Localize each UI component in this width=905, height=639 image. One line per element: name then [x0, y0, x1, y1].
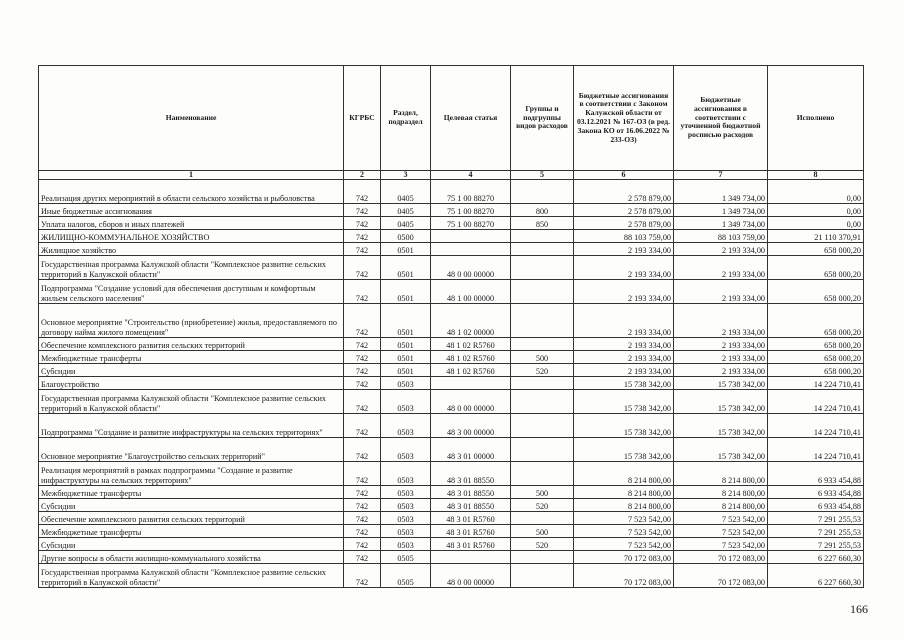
row-law-amount: 15 738 342,00 — [574, 390, 674, 414]
page-number: 166 — [850, 602, 868, 616]
row-section: 0503 — [381, 390, 431, 414]
table-row — [39, 256, 864, 280]
row-executed-amount: 658 000,20 — [768, 351, 864, 364]
row-law-amount: 15 738 342,00 — [574, 438, 674, 462]
row-law-amount: 8 214 800,00 — [574, 499, 674, 512]
table-row — [39, 217, 864, 230]
row-group — [511, 243, 574, 256]
row-section: 0500 — [381, 230, 431, 243]
header-refined-assignments: Бюджетные ассигнования в соответствии с уточненной бюджетной росписью расходов — [674, 66, 768, 171]
row-refined-amount: 2 193 334,00 — [674, 338, 768, 351]
row-kgrbs: 742 — [344, 390, 381, 414]
row-executed-amount: 658 000,20 — [768, 243, 864, 256]
row-refined-amount: 7 523 542,00 — [674, 538, 768, 551]
row-executed-amount: 658 000,20 — [768, 338, 864, 351]
table-row — [39, 414, 864, 438]
row-section: 0505 — [381, 564, 431, 588]
row-refined-amount: 8 214 800,00 — [674, 486, 768, 499]
row-name: Иные бюджетные ассигнования — [39, 204, 344, 217]
row-section: 0501 — [381, 338, 431, 351]
row-kgrbs: 742 — [344, 304, 381, 338]
row-group: 520 — [511, 499, 574, 512]
row-group — [511, 338, 574, 351]
row-name: Обеспечение комплексного развития сельских территорий — [39, 512, 344, 525]
row-section: 0501 — [381, 243, 431, 256]
row-name: Межбюджетные трансферты — [39, 351, 344, 364]
table-row — [39, 390, 864, 414]
row-group — [511, 564, 574, 588]
row-section: 0503 — [381, 512, 431, 525]
row-section: 0405 — [381, 180, 431, 204]
row-executed-amount: 7 291 255,53 — [768, 512, 864, 525]
table-row — [39, 338, 864, 351]
table-row — [39, 351, 864, 364]
table-row — [39, 180, 864, 204]
row-name: ЖИЛИЩНО-КОММУНАЛЬНОЕ ХОЗЯЙСТВО — [39, 230, 344, 243]
row-executed-amount: 6 227 660,30 — [768, 551, 864, 564]
row-kgrbs: 742 — [344, 564, 381, 588]
row-refined-amount: 2 193 334,00 — [674, 351, 768, 364]
row-group — [511, 377, 574, 390]
row-refined-amount: 15 738 342,00 — [674, 377, 768, 390]
header-target: Целевая статья — [431, 66, 511, 171]
table-row — [39, 230, 864, 243]
row-kgrbs: 742 — [344, 280, 381, 304]
row-target: 48 3 00 00000 — [431, 414, 511, 438]
row-executed-amount: 658 000,20 — [768, 364, 864, 377]
row-group: 520 — [511, 538, 574, 551]
table-row — [39, 280, 864, 304]
row-law-amount: 88 103 759,00 — [574, 230, 674, 243]
row-name: Государственная программа Калужской области "Комплексное развитие сельских территорий в Калужской области" — [39, 390, 344, 414]
row-target: 48 3 01 R5760 — [431, 538, 511, 551]
column-number: 7 — [674, 171, 768, 180]
row-target: 48 0 00 00000 — [431, 390, 511, 414]
row-name: Жилищное хозяйство — [39, 243, 344, 256]
row-law-amount: 70 172 083,00 — [574, 551, 674, 564]
budget-table — [38, 65, 864, 588]
row-refined-amount: 8 214 800,00 — [674, 462, 768, 486]
row-kgrbs: 742 — [344, 180, 381, 204]
row-target: 48 3 01 R5760 — [431, 525, 511, 538]
table-row — [39, 438, 864, 462]
row-law-amount: 8 214 800,00 — [574, 486, 674, 499]
row-section: 0503 — [381, 462, 431, 486]
row-group: 500 — [511, 525, 574, 538]
row-target: 48 3 01 88550 — [431, 462, 511, 486]
row-section: 0501 — [381, 280, 431, 304]
table-row — [39, 243, 864, 256]
table-row — [39, 551, 864, 564]
row-law-amount: 7 523 542,00 — [574, 512, 674, 525]
header-groups: Группы и подгруппы видов расходов — [511, 66, 574, 171]
row-kgrbs: 742 — [344, 243, 381, 256]
header-kgrbs: КГРБС — [344, 66, 381, 171]
row-executed-amount: 14 224 710,41 — [768, 438, 864, 462]
row-name: Подпрограмма "Создание и развитие инфраструктуры на сельских территориях" — [39, 414, 344, 438]
row-target — [431, 230, 511, 243]
table-row — [39, 462, 864, 486]
row-kgrbs: 742 — [344, 256, 381, 280]
row-section: 0503 — [381, 538, 431, 551]
row-target: 48 1 00 00000 — [431, 280, 511, 304]
row-law-amount: 2 193 334,00 — [574, 256, 674, 280]
header-law-assignments: Бюджетные ассигнования в соответствии с Законом Калужской области от 03.12.2021 № 167-ОЗ (в ред. Закона КО от 16.06.2022 № 233-ОЗ) — [574, 66, 674, 171]
row-section: 0503 — [381, 438, 431, 462]
row-law-amount: 15 738 342,00 — [574, 414, 674, 438]
row-section: 0505 — [381, 551, 431, 564]
row-group — [511, 438, 574, 462]
row-group — [511, 512, 574, 525]
row-kgrbs: 742 — [344, 462, 381, 486]
row-refined-amount: 70 172 083,00 — [674, 564, 768, 588]
row-group: 800 — [511, 204, 574, 217]
row-kgrbs: 742 — [344, 414, 381, 438]
row-law-amount: 70 172 083,00 — [574, 564, 674, 588]
table-row — [39, 525, 864, 538]
row-law-amount: 2 193 334,00 — [574, 243, 674, 256]
row-refined-amount: 1 349 734,00 — [674, 204, 768, 217]
row-executed-amount: 14 224 710,41 — [768, 414, 864, 438]
table-row — [39, 204, 864, 217]
row-executed-amount: 14 224 710,41 — [768, 377, 864, 390]
row-kgrbs: 742 — [344, 486, 381, 499]
row-target: 48 3 01 88550 — [431, 499, 511, 512]
row-section: 0501 — [381, 304, 431, 338]
row-law-amount: 2 193 334,00 — [574, 280, 674, 304]
table-row — [39, 499, 864, 512]
row-group — [511, 462, 574, 486]
row-law-amount: 15 738 342,00 — [574, 377, 674, 390]
row-target: 75 1 00 88270 — [431, 217, 511, 230]
row-law-amount: 7 523 542,00 — [574, 538, 674, 551]
row-group: 500 — [511, 486, 574, 499]
row-name: Реализация других мероприятий в области сельского хозяйства и рыболовства — [39, 180, 344, 204]
row-refined-amount: 15 738 342,00 — [674, 390, 768, 414]
row-executed-amount: 21 110 370,91 — [768, 230, 864, 243]
row-executed-amount: 6 227 660,30 — [768, 564, 864, 588]
row-refined-amount: 7 523 542,00 — [674, 525, 768, 538]
header-executed: Исполнено — [768, 66, 864, 171]
row-group: 520 — [511, 364, 574, 377]
row-executed-amount: 6 933 454,88 — [768, 486, 864, 499]
row-group — [511, 256, 574, 280]
row-kgrbs: 742 — [344, 525, 381, 538]
row-section: 0501 — [381, 351, 431, 364]
column-number: 6 — [574, 171, 674, 180]
row-kgrbs: 742 — [344, 204, 381, 217]
row-target — [431, 377, 511, 390]
row-refined-amount: 7 523 542,00 — [674, 512, 768, 525]
column-number-row — [39, 171, 864, 180]
row-target: 48 3 01 88550 — [431, 486, 511, 499]
row-group — [511, 551, 574, 564]
row-name: Субсидии — [39, 364, 344, 377]
row-name: Межбюджетные трансферты — [39, 486, 344, 499]
row-name: Уплата налогов, сборов и иных платежей — [39, 217, 344, 230]
header-row — [39, 66, 864, 171]
row-group — [511, 180, 574, 204]
row-refined-amount: 70 172 083,00 — [674, 551, 768, 564]
column-number: 3 — [381, 171, 431, 180]
row-kgrbs: 742 — [344, 551, 381, 564]
row-name: Государственная программа Калужской области "Комплексное развитие сельских территорий в Калужской области" — [39, 564, 344, 588]
column-number: 1 — [39, 171, 344, 180]
row-name: Основное мероприятие "Строительство (приобретение) жилья, предоставляемого по договору найма жилого помещения" — [39, 304, 344, 338]
row-target: 48 3 01 R5760 — [431, 512, 511, 525]
row-target: 48 1 02 00000 — [431, 304, 511, 338]
row-name: Субсидии — [39, 538, 344, 551]
row-law-amount: 8 214 800,00 — [574, 462, 674, 486]
row-target: 48 0 00 00000 — [431, 564, 511, 588]
row-kgrbs: 742 — [344, 338, 381, 351]
row-kgrbs: 742 — [344, 512, 381, 525]
row-target — [431, 551, 511, 564]
row-name: Благоустройство — [39, 377, 344, 390]
row-executed-amount: 7 291 255,53 — [768, 525, 864, 538]
row-section: 0503 — [381, 525, 431, 538]
row-law-amount: 2 578 879,00 — [574, 180, 674, 204]
header-name: Наименование — [39, 66, 344, 171]
row-name: Межбюджетные трансферты — [39, 525, 344, 538]
row-kgrbs: 742 — [344, 438, 381, 462]
row-executed-amount: 0,00 — [768, 217, 864, 230]
row-target: 75 1 00 88270 — [431, 204, 511, 217]
row-name: Подпрограмма "Создание условий для обеспечения доступным и комфортным жильем сельского населения" — [39, 280, 344, 304]
row-executed-amount: 0,00 — [768, 204, 864, 217]
row-kgrbs: 742 — [344, 538, 381, 551]
row-section: 0501 — [381, 256, 431, 280]
row-section: 0405 — [381, 217, 431, 230]
row-target: 48 1 02 R5760 — [431, 351, 511, 364]
table-row — [39, 304, 864, 338]
row-kgrbs: 742 — [344, 377, 381, 390]
row-section: 0503 — [381, 486, 431, 499]
table-row — [39, 364, 864, 377]
row-law-amount: 2 193 334,00 — [574, 364, 674, 377]
row-executed-amount: 6 933 454,88 — [768, 462, 864, 486]
row-executed-amount: 7 291 255,53 — [768, 538, 864, 551]
row-refined-amount: 2 193 334,00 — [674, 243, 768, 256]
row-name: Другие вопросы в области жилищно-коммунального хозяйства — [39, 551, 344, 564]
row-group — [511, 390, 574, 414]
row-law-amount: 2 193 334,00 — [574, 351, 674, 364]
row-kgrbs: 742 — [344, 217, 381, 230]
row-group — [511, 230, 574, 243]
row-section: 0503 — [381, 414, 431, 438]
row-target: 48 1 02 R5760 — [431, 338, 511, 351]
table-row — [39, 486, 864, 499]
row-target: 75 1 00 88270 — [431, 180, 511, 204]
row-section: 0501 — [381, 364, 431, 377]
row-refined-amount: 2 193 334,00 — [674, 364, 768, 377]
row-refined-amount: 1 349 734,00 — [674, 180, 768, 204]
column-number: 8 — [768, 171, 864, 180]
row-kgrbs: 742 — [344, 230, 381, 243]
row-refined-amount: 8 214 800,00 — [674, 499, 768, 512]
row-kgrbs: 742 — [344, 364, 381, 377]
row-refined-amount: 15 738 342,00 — [674, 414, 768, 438]
row-law-amount: 7 523 542,00 — [574, 525, 674, 538]
row-law-amount: 2 193 334,00 — [574, 338, 674, 351]
column-number: 5 — [511, 171, 574, 180]
row-executed-amount: 14 224 710,41 — [768, 390, 864, 414]
row-name: Основное мероприятие "Благоустройство сельских территорий" — [39, 438, 344, 462]
row-refined-amount: 2 193 334,00 — [674, 304, 768, 338]
table-row — [39, 512, 864, 525]
row-law-amount: 2 578 879,00 — [574, 217, 674, 230]
row-section: 0503 — [381, 377, 431, 390]
row-target: 48 0 00 00000 — [431, 256, 511, 280]
row-target — [431, 243, 511, 256]
row-target: 48 3 01 00000 — [431, 438, 511, 462]
row-executed-amount: 658 000,20 — [768, 304, 864, 338]
row-refined-amount: 15 738 342,00 — [674, 438, 768, 462]
row-name: Субсидии — [39, 499, 344, 512]
row-section: 0405 — [381, 204, 431, 217]
row-group: 850 — [511, 217, 574, 230]
row-group — [511, 414, 574, 438]
row-executed-amount: 0,00 — [768, 180, 864, 204]
row-section: 0503 — [381, 499, 431, 512]
row-group — [511, 304, 574, 338]
header-section: Раздел, подраздел — [381, 66, 431, 171]
row-kgrbs: 742 — [344, 499, 381, 512]
column-number: 4 — [431, 171, 511, 180]
row-refined-amount: 2 193 334,00 — [674, 280, 768, 304]
row-executed-amount: 658 000,20 — [768, 256, 864, 280]
row-kgrbs: 742 — [344, 351, 381, 364]
row-refined-amount: 1 349 734,00 — [674, 217, 768, 230]
column-number: 2 — [344, 171, 381, 180]
row-refined-amount: 2 193 334,00 — [674, 256, 768, 280]
row-law-amount: 2 193 334,00 — [574, 304, 674, 338]
row-law-amount: 2 578 879,00 — [574, 204, 674, 217]
row-group: 500 — [511, 351, 574, 364]
row-target: 48 1 02 R5760 — [431, 364, 511, 377]
row-group — [511, 280, 574, 304]
row-executed-amount: 6 933 454,88 — [768, 499, 864, 512]
row-name: Обеспечение комплексного развития сельских территорий — [39, 338, 344, 351]
row-executed-amount: 658 000,20 — [768, 280, 864, 304]
table-row — [39, 564, 864, 588]
row-refined-amount: 88 103 759,00 — [674, 230, 768, 243]
table-row — [39, 538, 864, 551]
row-name: Реализация мероприятий в рамках подпрограммы "Создание и развитие инфраструктуры на сельских территориях" — [39, 462, 344, 486]
row-name: Государственная программа Калужской области "Комплексное развитие сельских территорий в Калужской области" — [39, 256, 344, 280]
table-row — [39, 377, 864, 390]
